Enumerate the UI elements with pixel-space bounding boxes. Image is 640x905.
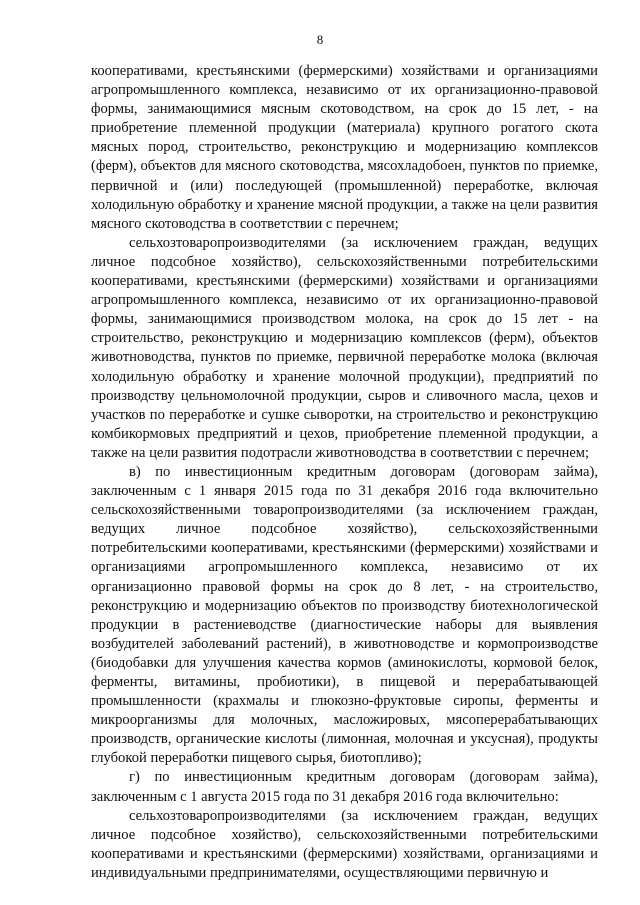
paragraph-dairy-producers: сельхозтоваропроизводителями (за исключением граждан, ведущих личное подсобное хозяйство), сельскохозяйственными потребительскими кооперативами, крестьянскими (фермерскими) хозяйствами и организациями агропромышленного комплекса, независимо от их организационно-правовой формы, занимающимися производством молока, на срок до 15 лет - на строительство, реконструкцию и модернизацию комплексов (ферм), объектов животноводства, пунктов по приемке, первичной переработке молока (включая холодильную обработку и хранение молочной продукции), предприятий по производству цельномолочной продукции, сыров и сливочного масла, цехов и участков по переработке и сушке сыворотки, на строительство и реконструкцию комбикормовых предприятий и цехов, приобретение племенной продукции, а также на цели развития подотрасли животноводства в соответствии с перечнем;	[91, 234, 598, 461]
paragraph-item-v-biotech: в) по инвестиционным кредитным договорам (договорам займа), заключенным с 1 января 2015 года по 31 декабря 2016 года включительно сельскохозяйственными товаропроизводителями (за исключением граждан, ведущих личное подсобное хозяйство), сельскохозяйственными потребительскими кооперативами, крестьянскими (фермерскими) хозяйствами и организациями агропромышленного комплекса, независимо от их организационно правовой формы на срок до 8 лет, - на строительство, реконструкцию и модернизацию объектов по производству биотехнологической продукции в растениеводстве (диагностические наборы для выявления возбудителей заболеваний растений), в животноводстве и кормопроизводстве (биодобавки для улучшения качества кормов (аминокислоты, кормовой белок, ферменты, витамины, пробиотики), в пищевой и перерабатывающей промышленности (крахмалы и глюкозно-фруктовые сиропы, ферменты и микроорганизмы для молочных, масложировых, мясоперерабатывающих производств, органические кислоты (лимонная, молочная и уксусная), продукты глубокой переработки пищевого сырья, биотопливо);	[91, 463, 598, 767]
paragraph-item-g-intro: г) по инвестиционным кредитным договорам (договорам займа), заключенным с 1 августа 2015 года по 31 декабря 2016 года включительно:	[91, 769, 598, 805]
document-body	[91, 62, 598, 883]
paragraph-meat-cattle-continuation: кооперативами, крестьянскими (фермерскими) хозяйствами и организациями агропромышленного комплекса, независимо от их организационно-правовой формы, занимающимися мясным скотоводством, на срок до 15 лет, - на приобретение племенной продукции (материала) крупного рогатого скота мясных пород, строительство, реконструкцию и модернизацию комплексов (ферм), объектов для мясного скотоводства, мясохладобоен, пунктов по приемке, первичной и (или) последующей (промышленной) переработке, включая холодильную обработку и хранение мясной продукции, а также на цели развития мясного скотоводства в соответствии с перечнем;	[91, 63, 598, 232]
paragraph-producers-processing: сельхозтоваропроизводителями (за исключением граждан, ведущих личное подсобное хозяйство), сельскохозяйственными потребительскими кооперативами и крестьянскими (фермерскими) хозяйствами, организациями и индивидуальными предпринимателями, осуществляющими первичную и	[91, 807, 598, 881]
page-number: 8	[316, 32, 324, 47]
